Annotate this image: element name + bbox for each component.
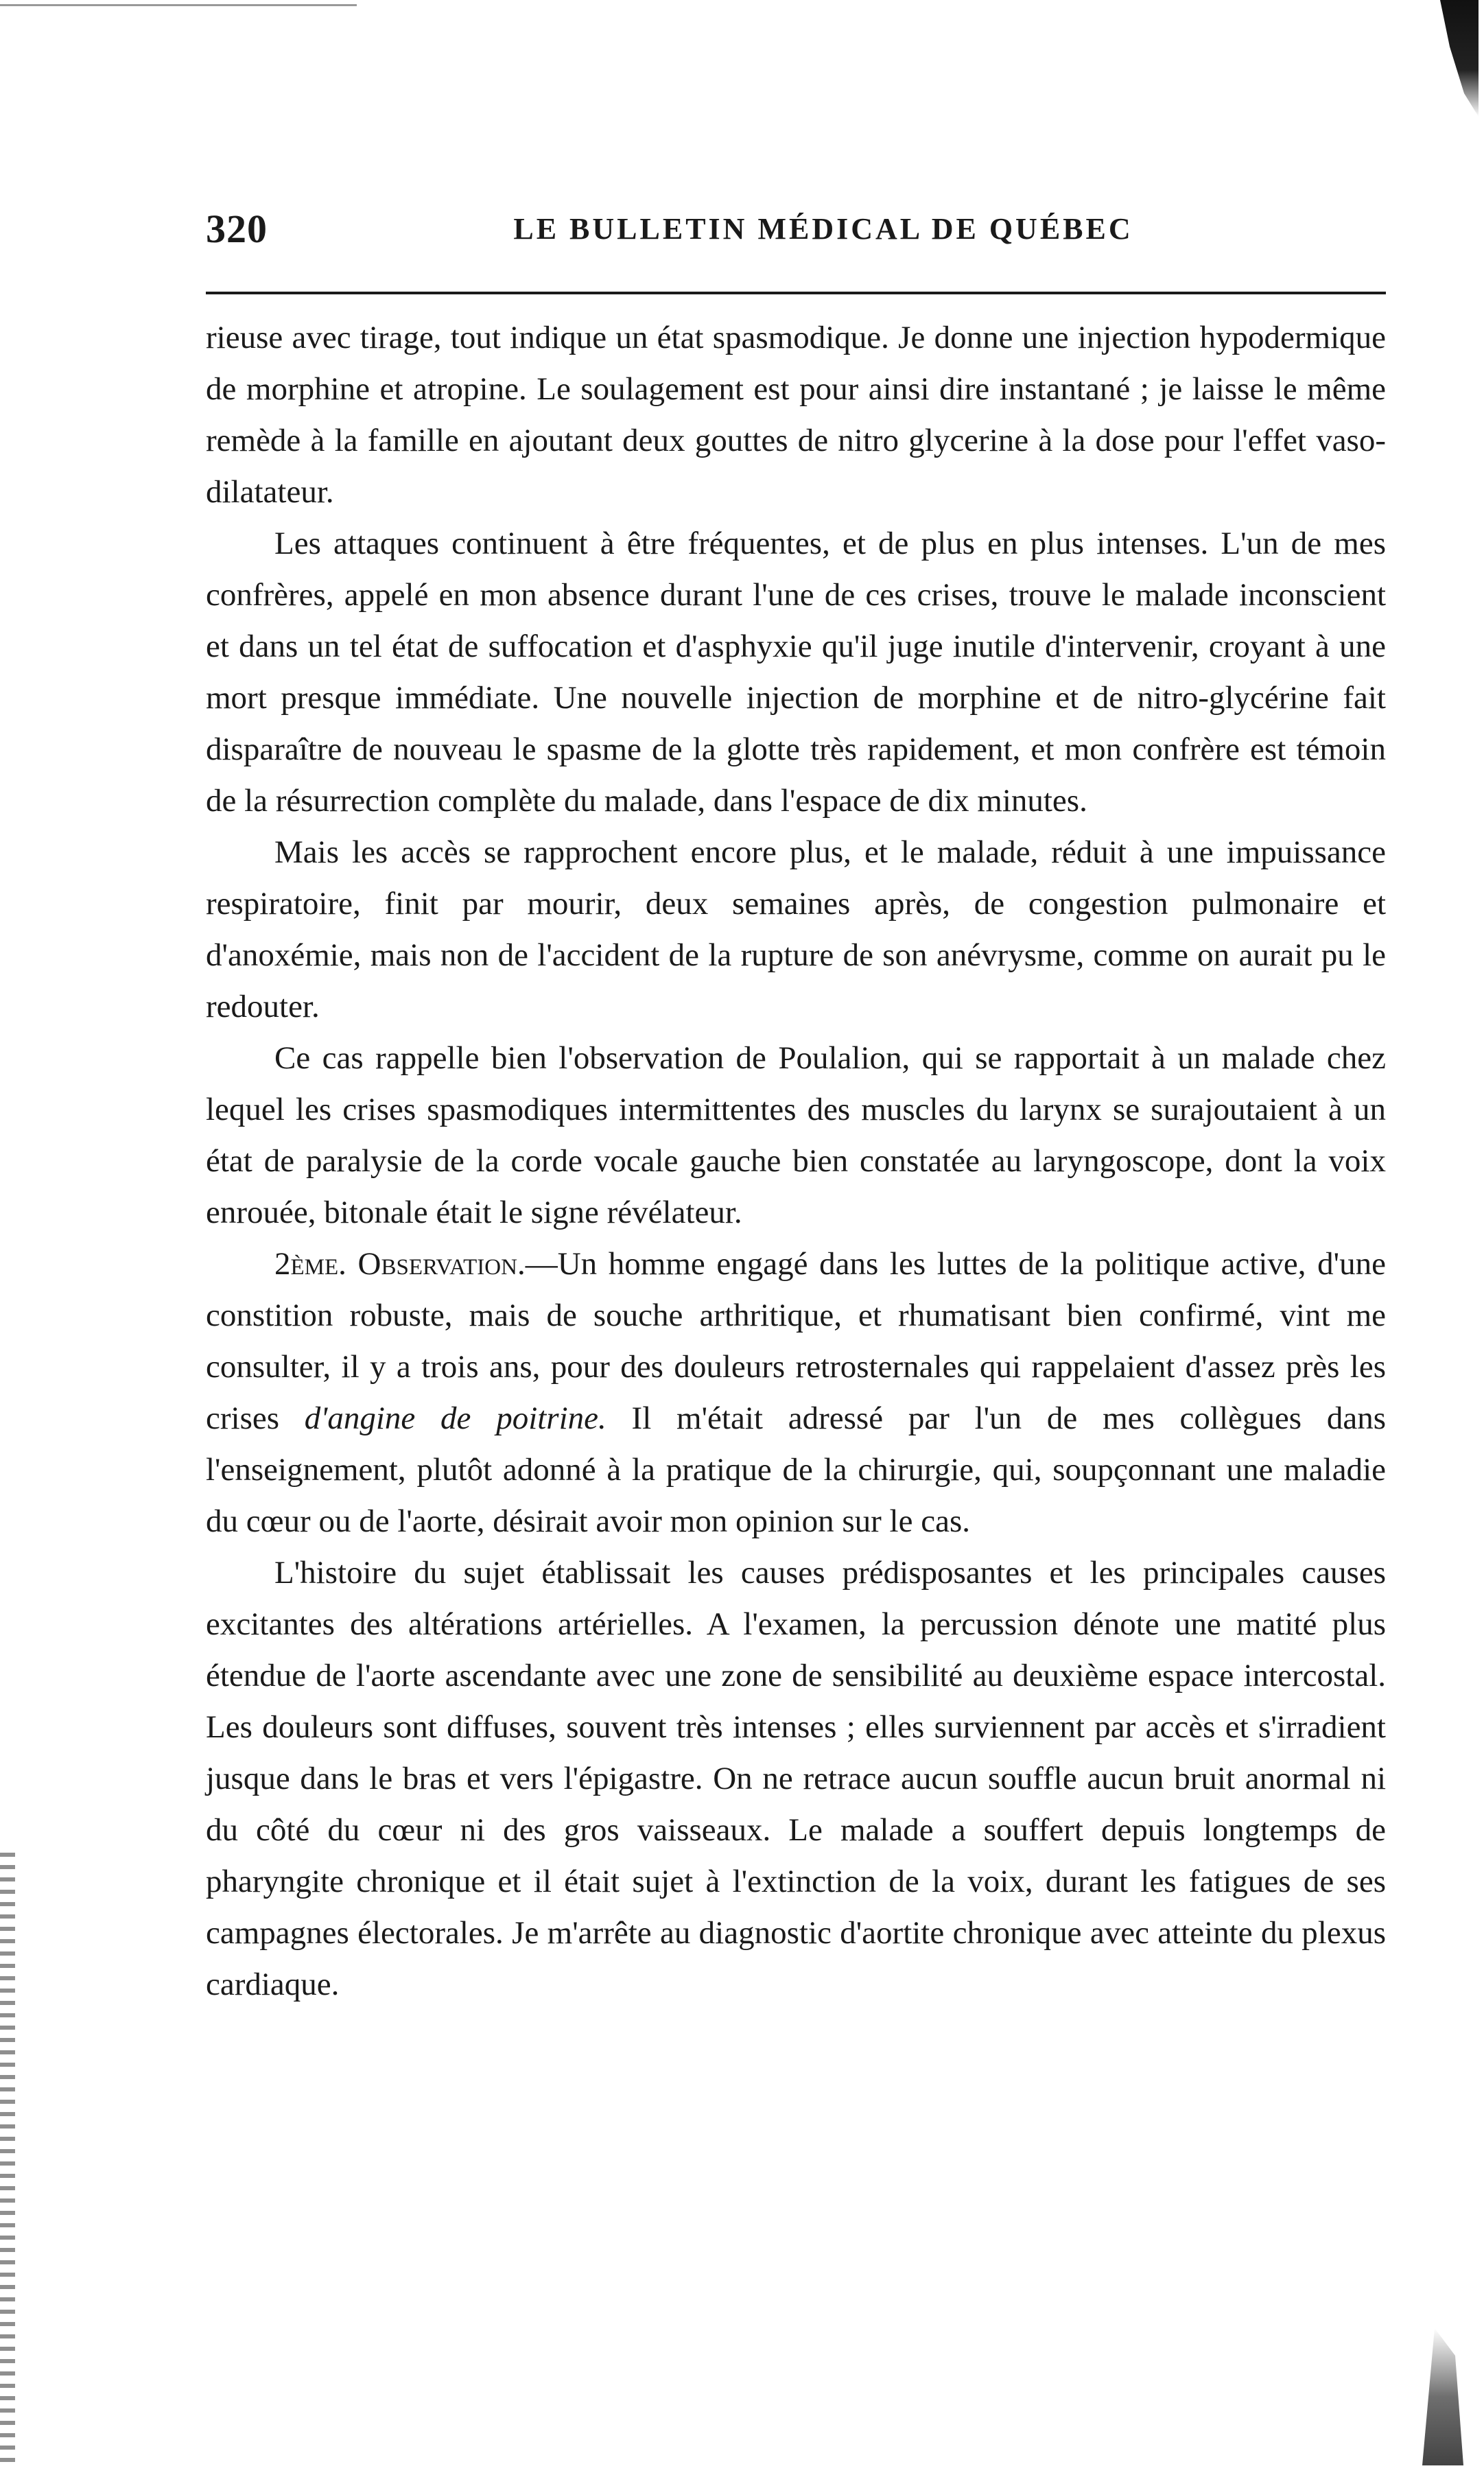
header-rule	[206, 292, 1386, 294]
observation-heading: 2ème. Observation.	[274, 1246, 526, 1282]
paragraph-4: Ce cas rappelle bien l'observation de Poulalion, qui se rapportait à un malade chez lequel les crises spasmodiques intermittentes des muscles du larynx se surajoutaient à un état de paralysie de la corde vocale gauche bien constatée au laryngoscope, dont la voix enrouée, bitonale était le signe révélateur.	[206, 1040, 1386, 1230]
paragraph-5-text-a: —Un homme engagé dans les luttes de la politique active, d'une constition robuste, mais de souche arthritique, et rhumatisant bien confirmé, vint me consulter, il y a trois ans, pour des douleurs retrosternales qui rappelaient d'assez près les crises	[206, 1246, 1386, 1436]
scan-binding-edge	[0, 1853, 15, 2470]
paragraph-3: Mais les accès se rapprochent encore plus, et le malade, réduit à une impuissance respiratoire, finit par mourir, deux semaines après, de congestion pulmonaire et d'anoxémie, mais non de l'accident de la rupture de son anévrysme, comme on aurait pu le redouter.	[206, 834, 1386, 1024]
page-number: 320	[206, 207, 268, 251]
paragraph-5	[206, 1239, 1386, 1547]
page-header	[206, 206, 1386, 261]
scan-corner-mark	[1430, 0, 1479, 117]
paragraph-5-italic: d'angine de poitrine.	[304, 1400, 606, 1436]
scan-corner-mark-bottom	[1422, 2328, 1463, 2465]
paragraph-2: Les attaques continuent à être fréquentes, et de plus en plus intenses. L'un de mes confrères, appelé en mon absence durant l'une de ces crises, trouve le malade inconscient et dans un tel état de suffocation et d'asphyxie qu'il juge inutile d'intervenir, croyant à une mort presque immédiate. Une nouvelle injection de morphine et de nitro-glycérine fait disparaître de nouveau le spasme de la glotte très rapidement, et mon confrère est témoin de la résurrection complète du malade, dans l'espace de dix minutes.	[206, 526, 1386, 819]
scan-edge-line	[0, 4, 357, 6]
paragraph-6: L'histoire du sujet établissait les causes prédisposantes et les principales causes excitantes des altérations artérielles. A l'examen, la percussion dénote une matité plus étendue de l'aorte ascendante avec une zone de sensibilité au deuxième espace intercostal. Les douleurs sont diffuses, souvent très intenses ; elles surviennent par accès et s'irradient jusque dans le bras et vers l'épigastre. On ne retrace aucun souffle aucun bruit anormal ni du côté du cœur ni des gros vaisseaux. Le malade a souffert depuis longtemps de pharyngite chronique et il était sujet à l'extinction de la voix, durant les fatigues de ses campagnes électorales. Je m'arrête au diagnostic d'aortite chronique avec atteinte du plexus cardiaque.	[206, 1555, 1386, 2002]
body-text	[206, 312, 1386, 2010]
paragraph-1: rieuse avec tirage, tout indique un état spasmodique. Je donne une injection hypodermique de morphine et atropine. Le soulagement est pour ainsi dire instantané ; je laisse le même remède à la famille en ajoutant deux gouttes de nitro glycerine à la dose pour l'effet vaso-dilatateur.	[206, 320, 1386, 510]
paragraph-5-text-b: Il m'était adressé par l'un de mes collègues dans l'enseignement, plutôt adonné à la pratique de la chirurgie, qui, soupçonnant une maladie du cœur ou de l'aorte, désirait avoir mon opinion sur le cas.	[206, 1400, 1386, 1539]
running-title: LE BULLETIN MÉDICAL DE QUÉBEC	[513, 212, 1133, 246]
